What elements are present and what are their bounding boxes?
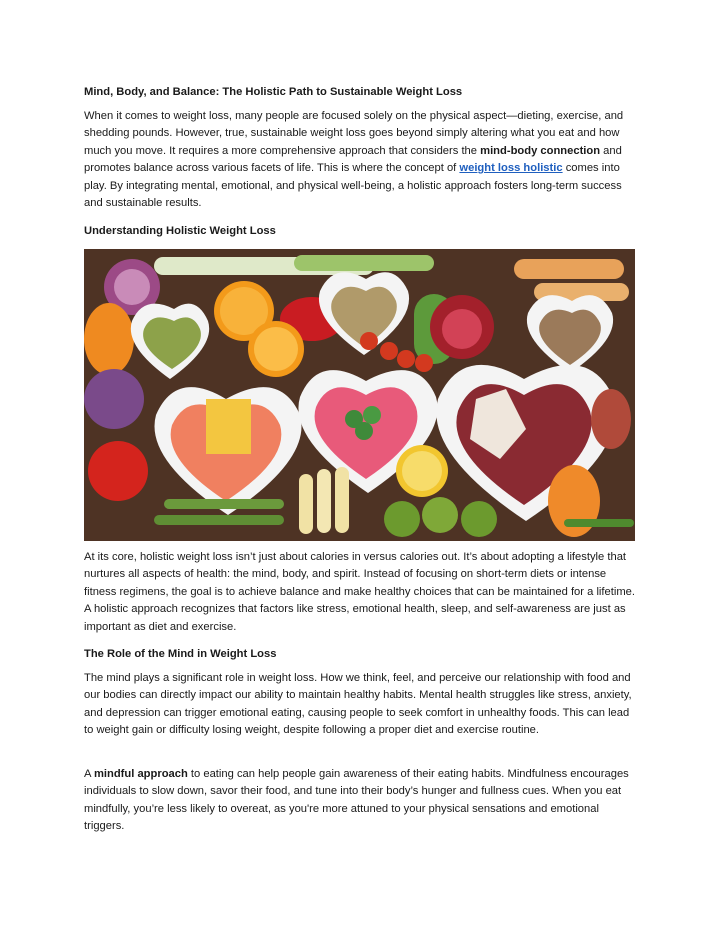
intro-text-2: and promotes balance across various facets of life. This is where the concept of [84,144,622,175]
section-heading-mind: The Role of the Mind in Weight Loss [84,648,277,660]
intro-paragraph [84,108,636,212]
article-title: Mind, Body, and Balance: The Holistic Path to Sustainable Weight Loss [84,86,463,98]
para2-bold-mindful: mindful approach [93,768,188,780]
healthy-food-image [84,249,635,541]
weight-loss-holistic-link[interactable]: weight loss holistic [459,162,563,175]
intro-text-1: When it comes to weight loss, many people are focused solely on the physical aspect—dieting, exercise, and shedding pounds. However, true, sustainable weight loss goes beyond simply altering what you eat and how much you move. It requires a more comprehensive approach that considers the [84,110,624,157]
intro-bold-mind-body: mind-body connection [480,144,601,157]
para2-text-2: to eating can help people gain awareness of their eating habits. Mindfulness encourages individuals to slow down, savor their food, and tune into their body’s hunger and fullness cues. When you eat mindfully, you’re less likely to overeat, as you're more attuned to your physical sensations and emotional triggers. [84,768,629,833]
section-heading-understanding: Understanding Holistic Weight Loss [84,225,276,237]
intro-text-3: comes into play. By integrating mental, emotional, and physical well-being, a holistic approach fosters long-term success and sustainable results. [84,162,622,210]
section1-paragraph: At its core, holistic weight loss isn’t just about calories in versus calories out. It’s about adopting a lifestyle that nurtures all aspects of health: the mind, body, and spirit. Instead of focusing on short-term diets or intense fitness regimens, the goal is to achieve balance and make healthy choices that can be maintained for a lifetime. A holistic approach recognizes that factors like stress, emotional health, sleep, and self-awareness are just as important as diet and exercise. [84,551,635,633]
para2-text-1: A [84,768,94,780]
food-illustration [84,249,635,541]
section2-paragraph-2 [84,766,636,836]
section2-paragraph-1: The mind plays a significant role in weight loss. How we think, feel, and perceive our relationship with food and our bodies can directly impact our ability to maintain healthy habits. Mental health struggles like stress, anxiety, and depression can trigger emotional eating, causing people to seek comfort in unhealthy foods. This can lead to weight gain or difficulty losing weight, despite following a proper diet and exercise routine. [84,672,632,737]
